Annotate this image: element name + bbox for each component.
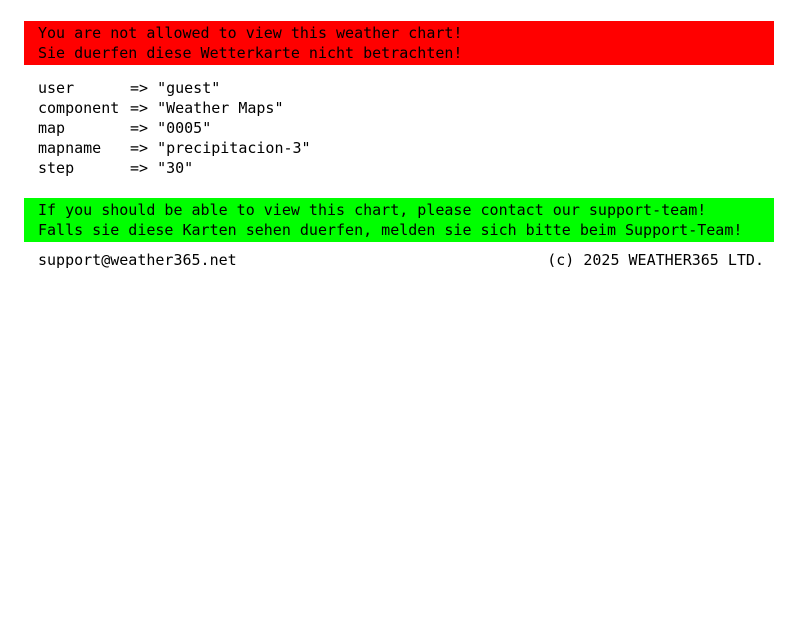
param-row <box>38 78 800 98</box>
param-key: step <box>38 159 75 177</box>
info-banner <box>24 198 774 242</box>
info-message-german: Falls sie diese Karten sehen duerfen, melden sie sich bitte beim Support-Team! <box>38 221 743 239</box>
error-banner <box>24 21 774 65</box>
param-key: user <box>38 79 75 97</box>
info-message-english: If you should be able to view this chart, please contact our support-team! <box>38 201 707 219</box>
footer <box>38 250 764 270</box>
support-email: support@weather365.net <box>38 251 237 269</box>
param-value: "Weather Maps" <box>157 99 284 117</box>
param-value: "guest" <box>157 79 221 97</box>
param-key: mapname <box>38 139 102 157</box>
param-value: "0005" <box>157 119 212 137</box>
param-key: component <box>38 99 120 117</box>
param-row <box>38 158 800 178</box>
param-arrow: => <box>130 99 149 117</box>
param-row <box>38 98 800 118</box>
param-arrow: => <box>130 139 149 157</box>
request-params-list <box>38 78 800 178</box>
param-value: "30" <box>157 159 194 177</box>
param-arrow: => <box>130 119 149 137</box>
error-message-english: You are not allowed to view this weather chart! <box>38 24 463 42</box>
param-key: map <box>38 119 66 137</box>
copyright-notice: (c) 2025 WEATHER365 LTD. <box>547 251 764 269</box>
param-row <box>38 118 800 138</box>
param-arrow: => <box>130 159 149 177</box>
error-message-german: Sie duerfen diese Wetterkarte nicht betrachten! <box>38 44 463 62</box>
param-value: "precipitacion-3" <box>157 139 311 157</box>
param-row <box>38 138 800 158</box>
param-arrow: => <box>130 79 149 97</box>
